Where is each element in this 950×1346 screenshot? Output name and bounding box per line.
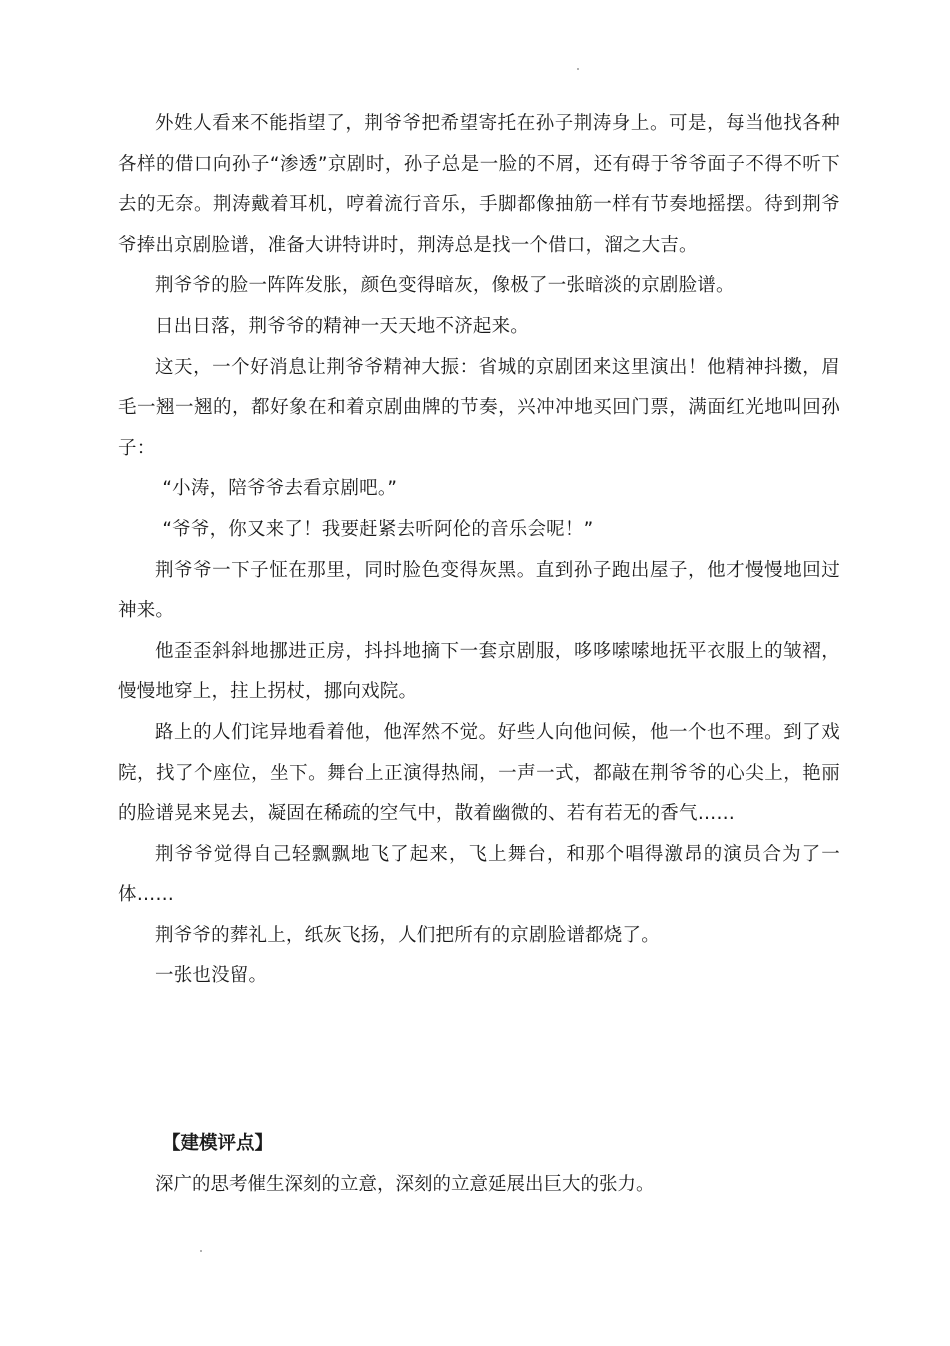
paragraph-4: 这天，一个好消息让荆爷爷精神大振：省城的京剧团来这里演出！他精神抖擞，眉毛一翘一翘的，都好象在和着京剧曲牌的节奏，兴冲冲地买回门票，满面红光地叫回孙子：	[118, 356, 840, 459]
paragraph-8: 他歪歪斜斜地挪进正房，抖抖地摘下一套京剧服，哆哆嗦嗦地抚平衣服上的皱褶，慢慢地穿上，拄上拐杖，挪向戏院。	[118, 640, 840, 703]
paragraph-7: 荆爷爷一下子怔在那里，同时脸色变得灰黑。直到孙子跑出屋子，他才慢慢地回过神来。	[118, 559, 840, 622]
paragraph-3: 日出日落，荆爷爷的精神一天天地不济起来。	[155, 315, 530, 337]
dialog-line-1: “小涛，陪爷爷去看京剧吧。”	[162, 478, 398, 500]
bottom-dot-mark	[200, 1250, 202, 1252]
review-heading: 【建模评点】	[162, 1133, 274, 1154]
paragraph-1: 外姓人看来不能指望了，荆爷爷把希望寄托在孙子荆涛身上。可是，每当他找各种各样的借口向孙子“渗透”京剧时，孙子总是一脸的不屑，还有碍于爷爷面子不得不听下去的无奈。荆涛戴着耳机，哼着流行音乐，手脚都像抽筋一样有节奏地摇摆。待到荆爷爷捧出京剧脸谱，准备大讲特讲时，荆涛总是找一个借口，溜之大吉。	[118, 113, 840, 256]
dialog-line-2: “爷爷，你又来了！我要赶紧去听阿伦的音乐会呢！”	[162, 518, 594, 540]
review-section	[118, 1124, 840, 1205]
paragraph-2: 荆爷爷的脸一阵阵发胀，颜色变得暗灰，像极了一张暗淡的京剧脸谱。	[155, 275, 735, 297]
paragraph-11: 荆爷爷的葬礼上，纸灰飞扬，人们把所有的京剧脸谱都烧了。	[155, 924, 660, 946]
paragraph-12: 一张也没留。	[155, 965, 268, 987]
story-body	[118, 104, 840, 997]
paragraph-10: 荆爷爷觉得自己轻飘飘地飞了起来，飞上舞台，和那个唱得激昂的演员合为了一体……	[118, 843, 840, 906]
paragraph-9: 路上的人们诧异地看着他，他浑然不觉。好些人向他问候，他一个也不理。到了戏院，找了个座位，坐下。舞台上正演得热闹，一声一式，都敲在荆爷爷的心尖上，艳丽的脸谱晃来晃去，凝固在稀疏的空气中，散着幽微的、若有若无的香气……	[118, 721, 840, 825]
top-dot-mark	[577, 68, 579, 70]
review-text: 深广的思考催生深刻的立意，深刻的立意延展出巨大的张力。	[155, 1173, 655, 1195]
